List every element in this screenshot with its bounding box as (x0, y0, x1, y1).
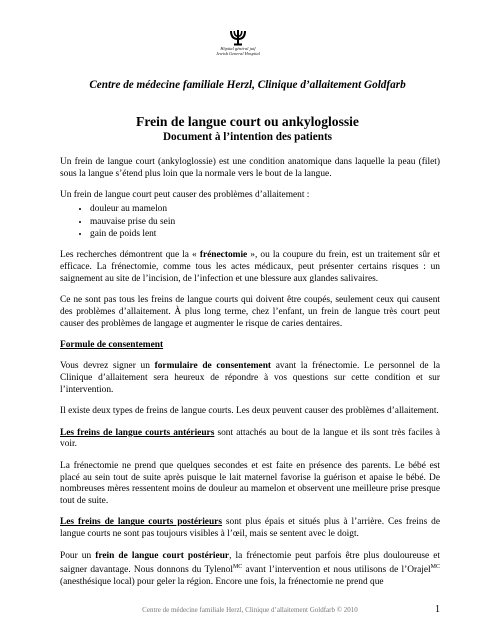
document-title: Frein de langue court ou ankyloglossie (136, 114, 359, 129)
paragraph-posterior-procedure: Pour un frein de langue court postérieur, la frénectomie peut parfois être plus douloureuse et saigner davantage. Nous donnons du Tylenol$^{MC}$ avant l’intervention et nous utilisons de l’Orajel$^{MC}$ (anesthésique local) pour geler la région. Encore une fois, la frénectomie ne prend que (60, 550, 440, 588)
paragraph-posterior: Les freins de langue courts postérieurs sont plus épais et situés plus à l’arrière. Ces freins de langue courts ne sont pas toujours visibles à l’œil, mais se sentent avec le doigt. (60, 517, 440, 540)
logo-text-fr: Hôpital général juif (220, 46, 256, 51)
paragraph-definition: Un frein de langue court (ankyloglossie) est une condition anatomique dans laquelle la peau (filet) sous la langue s’étend plus loin que la normale vers le bout de la langue. (60, 157, 440, 179)
paragraph-research: Les recherches démontrent que la « frénectomie », ou la coupure du frein, est un traitement sûr et efficace. La frénectomie, comme tous les actes médicaux, peut présenter certains risques : un saignement au site de l’incision, de l’infection et une blessure aux glandes salivaires. (60, 250, 440, 284)
paragraph-procedure: La frénectomie ne prend que quelques secondes et est faite en présence des parents. Le bébé est placé au sein tout de suite après puisque le lait maternel favorise la guérison et apaise le bébé. De nombreuses mères ressentent moins de douleur au mamelon et observent une meilleure prise presque tout de suite. (60, 460, 440, 507)
heading-consent: Formule de consentement (60, 340, 164, 351)
menorah-logo-icon (227, 28, 249, 46)
paragraph-two-types: Il existe deux types de freins de langue courts. Les deux peuvent causer des problèmes d’allaitement. (60, 406, 439, 417)
logo-text-en: Jewish General Hospital (216, 51, 260, 56)
document-subtitle: Document à l’intention des patients (162, 131, 333, 143)
problem-list (60, 203, 440, 241)
paragraph-consent: Vous devrez signer un formulaire de consentement avant la frénectomie. Le personnel de la Clinique d’allaitement sera heureux de répondre à vos questions sur cette condition et sur l’intervention. (60, 361, 440, 396)
paragraph-problems-intro: Un frein de langue court peut causer des problèmes d’allaitement : (60, 190, 310, 201)
page-number: 1 (435, 604, 440, 615)
list-item: • mauvaise prise du sein (90, 216, 440, 229)
paragraph-not-all: Ce ne sont pas tous les freins de langue courts qui doivent être coupés, seulement ceux qui causent des problèmes d’allaitement. À plus long terme, chez l’enfant, un frein de langue très court peut causer des problèmes de langage et augmenter le risque de caries dentaires. (60, 295, 440, 329)
list-item: • douleur au mamelon (90, 203, 440, 216)
hospital-logo (208, 28, 268, 56)
page-footer: Centre de médecine familiale Herzl, Clinique d’allaitement Goldfarb © 2010 (142, 606, 358, 614)
clinic-header: Centre de médecine familiale Herzl, Clinique d’allaitement Goldfarb (89, 79, 406, 91)
paragraph-anterior: Les freins de langue courts antérieurs sont attachés au bout de la langue et ils sont très faciles à voir. (60, 427, 440, 450)
term-frenectomy: frénectomie (199, 250, 248, 261)
list-item: • gain de poids lent (90, 228, 440, 241)
document-body (60, 157, 440, 599)
